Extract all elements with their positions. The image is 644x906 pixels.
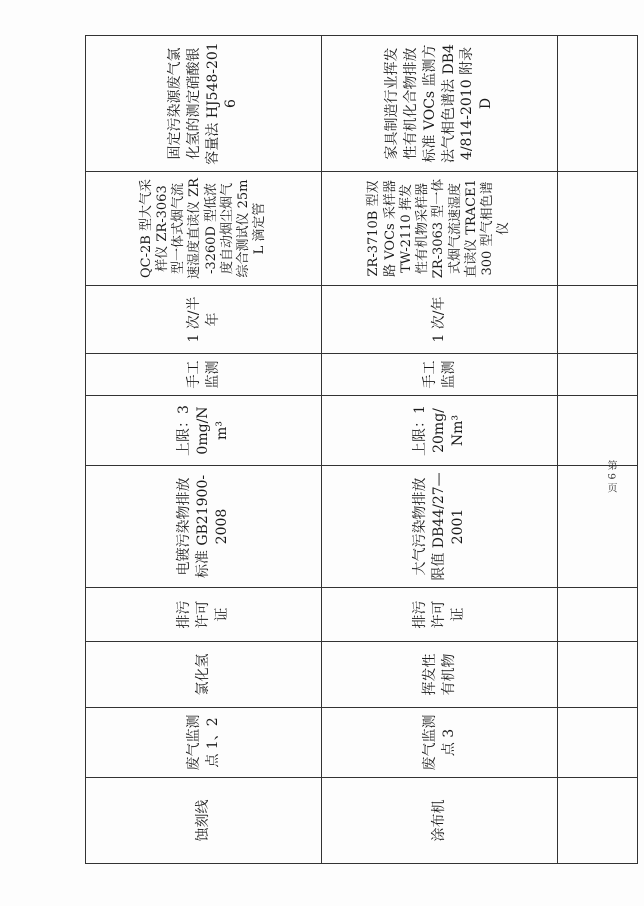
page-number: 第 9 页 — [605, 460, 616, 493]
monitoring-point-cell: 废气监测点 1、2 — [86, 708, 322, 778]
blank-cell — [558, 396, 638, 466]
blank-cell — [558, 36, 638, 172]
table-row — [86, 36, 322, 864]
standard-cell: 电镀污染物排放标准 GB21900-2008 — [86, 466, 322, 588]
basis-cell: 排污许可证 — [86, 588, 322, 642]
production-line-cell: 蚀刻线 — [86, 778, 322, 864]
blank-cell — [558, 708, 638, 778]
production-line-cell: 涂布机 — [322, 778, 558, 864]
blank-cell — [558, 588, 638, 642]
blank-cell — [558, 286, 638, 354]
pollutant-cell: 挥发性有机物 — [322, 642, 558, 708]
pollutant-cell: 氯化氢 — [86, 642, 322, 708]
frequency-cell: 1 次/半年 — [86, 286, 322, 354]
instrument-cell: QC-2B 型大气采样仪 ZR-3063 型一体式烟气流速湿度直读仪 ZR-3260D 型低浓度自动烟尘烟气综合测试仪 25mL 滴定管 — [86, 172, 322, 286]
instrument-cell: ZR-3710B 型双路 VOCs 采样器 TW-2110 挥发性有机物采样器 ZR-3063 型一体式烟气流速湿度直读仪 TRACE1300 型气相色谱仪 — [322, 172, 558, 286]
standard-cell: 大气污染物排放限值 DB44/27—2001 — [322, 466, 558, 588]
rotated-table-wrapper — [85, 36, 637, 864]
blank-cell — [558, 642, 638, 708]
limit-cell: 上限：120mg/Nm³ — [322, 396, 558, 466]
blank-cell — [558, 172, 638, 286]
analysis-method-cell: 固定污染源废气氯化氢的测定硝酸银容量法 HJ548-2016 — [86, 36, 322, 172]
frequency-cell: 1 次/年 — [322, 286, 558, 354]
table-row-blank — [558, 36, 638, 864]
method-type-cell: 手工监测 — [86, 354, 322, 396]
basis-cell: 排污许可证 — [322, 588, 558, 642]
blank-cell — [558, 778, 638, 864]
analysis-method-cell: 家具制造行业挥发性有机化合物排放标准 VOCs 监测方法气相色谱法 DB44/814-2010 附录 D — [322, 36, 558, 172]
blank-cell — [558, 466, 638, 588]
blank-cell — [558, 354, 638, 396]
monitoring-point-cell: 废气监测点 3 — [322, 708, 558, 778]
limit-cell: 上限：30mg/Nm³ — [86, 396, 322, 466]
monitoring-table — [85, 35, 638, 864]
table-row — [322, 36, 558, 864]
method-type-cell: 手工监测 — [322, 354, 558, 396]
